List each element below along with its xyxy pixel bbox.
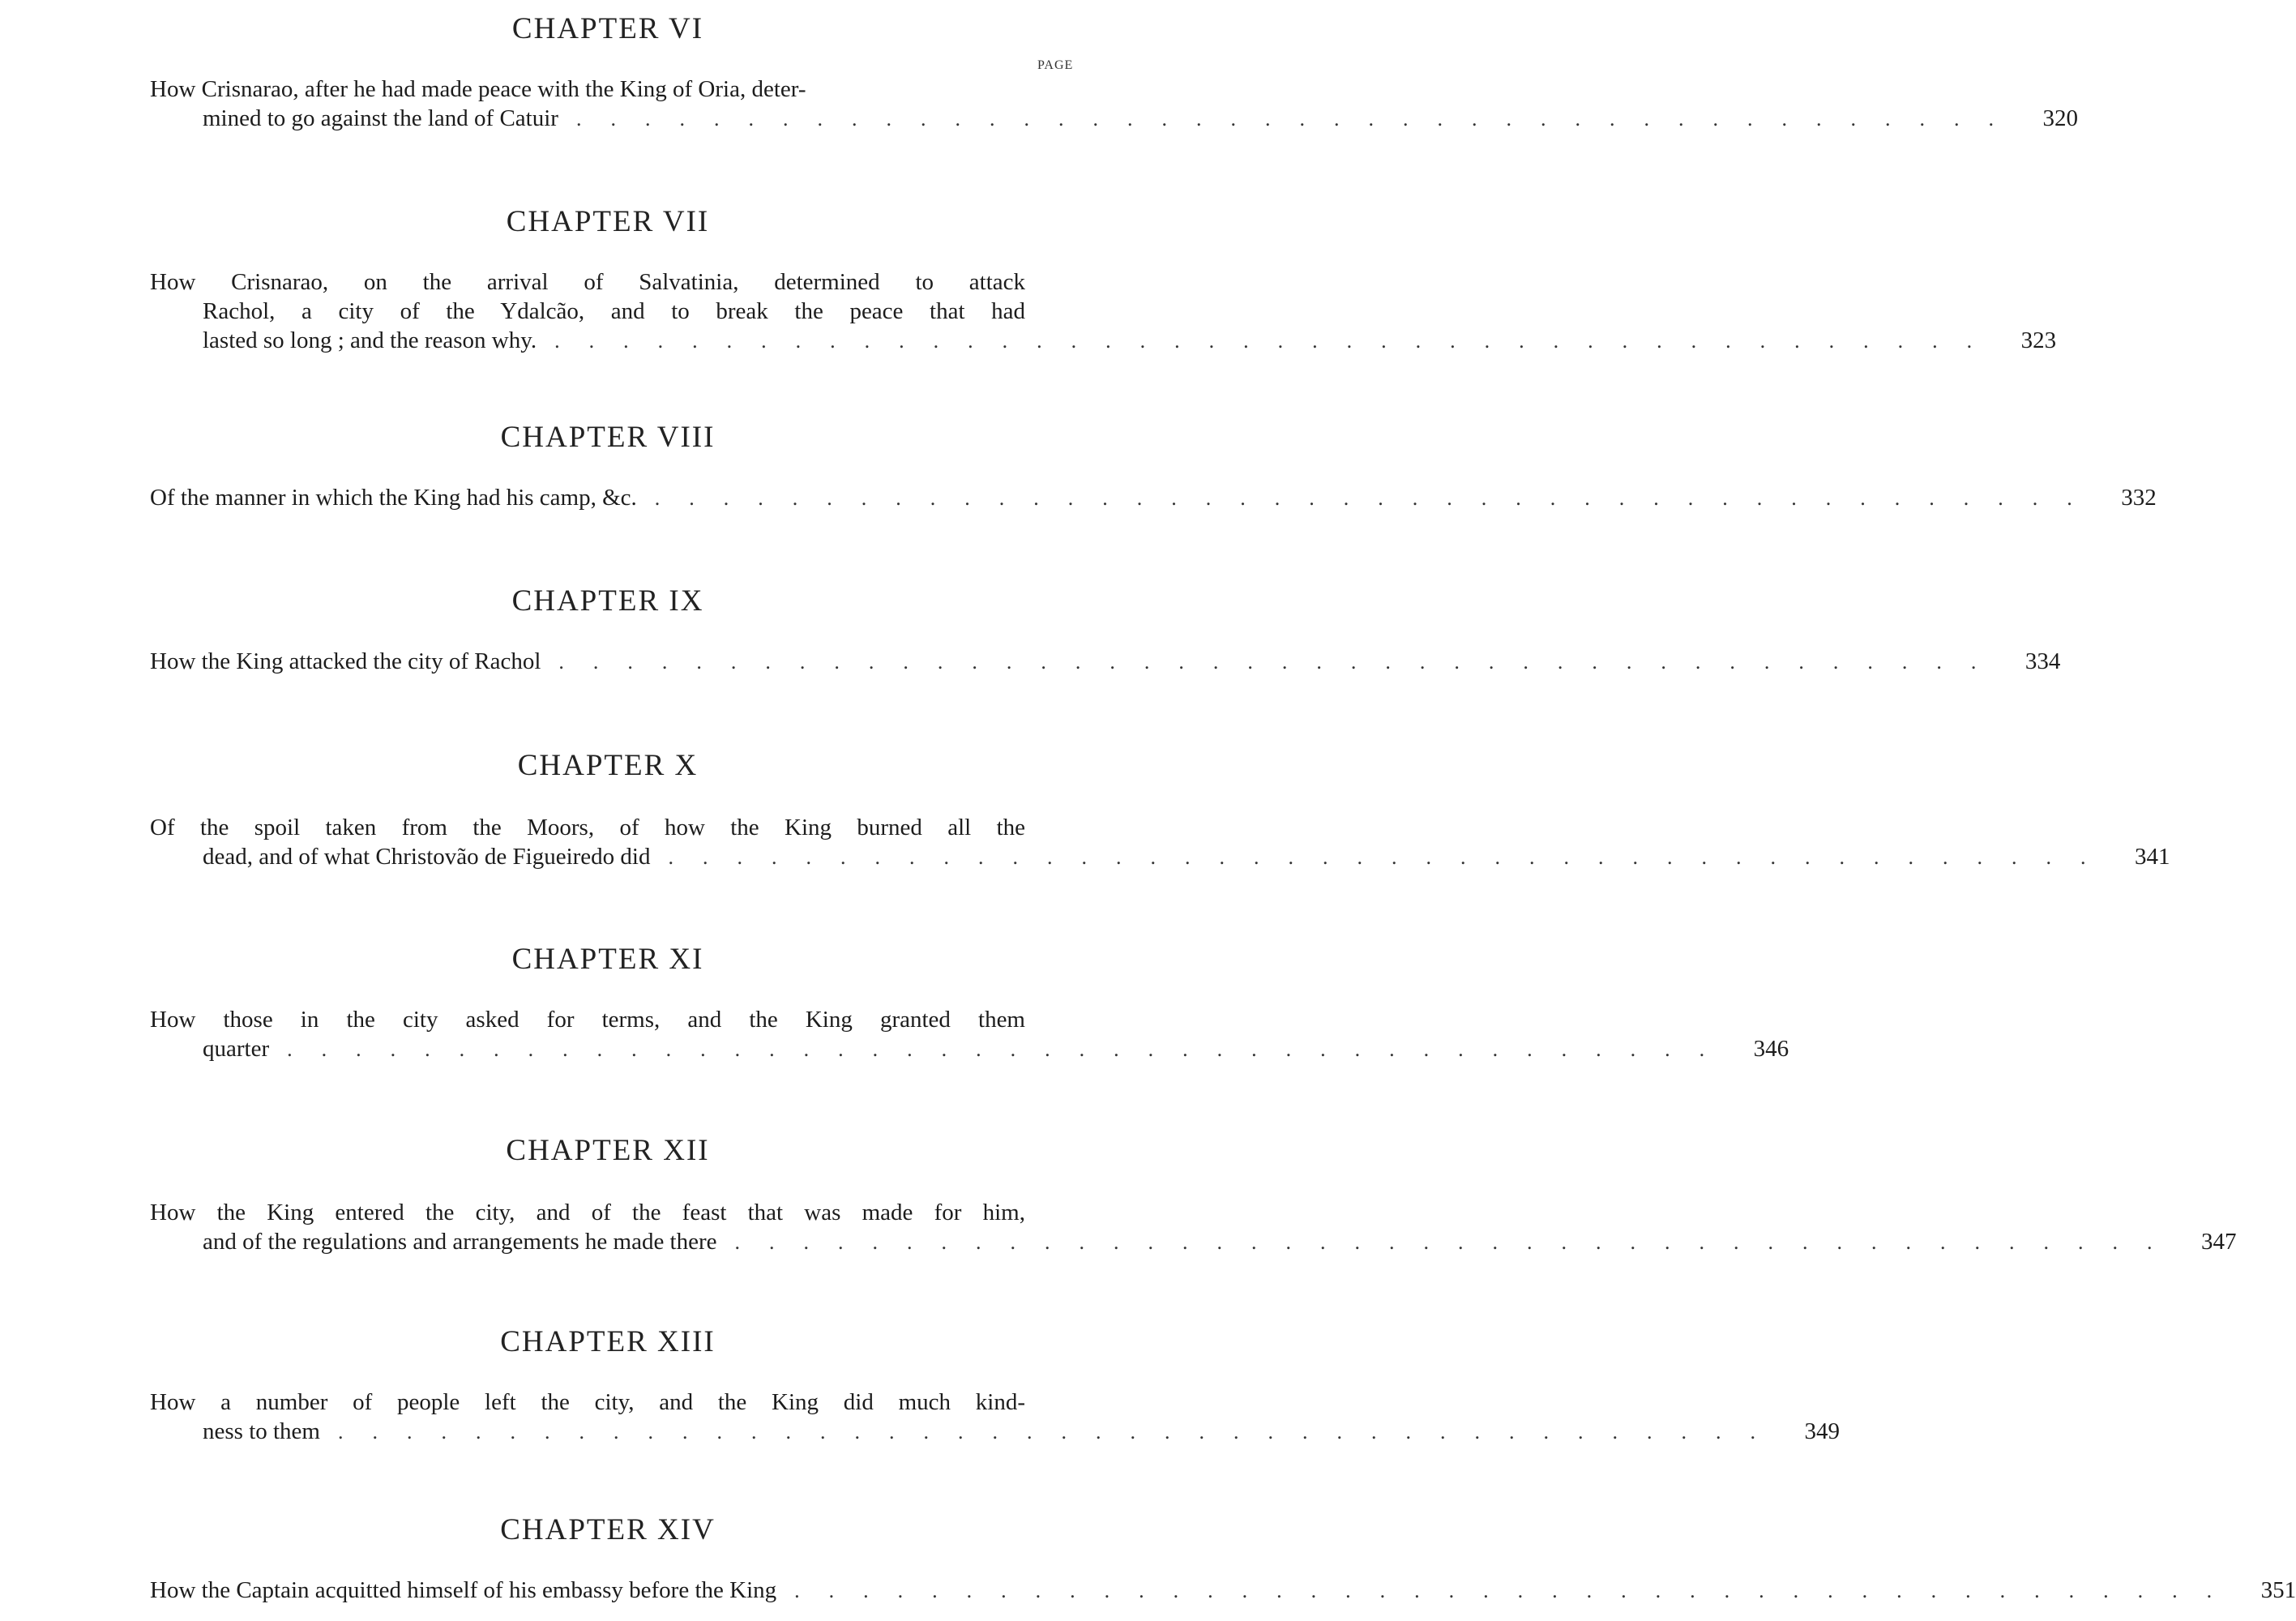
leader-dots: .......................................... <box>554 329 2002 353</box>
entry-last-line <box>150 1417 1840 1447</box>
entry-text: ness to them <box>203 1418 320 1444</box>
entry-line: How the King entered the city, and of the feast that was made for him, <box>150 1200 1025 1225</box>
toc-entry <box>150 647 2061 677</box>
toc-entry <box>150 1198 2237 1257</box>
chapter-heading: CHAPTER IX <box>511 584 704 618</box>
entry-last-line <box>150 1227 2237 1257</box>
leader-dots: .......................................... <box>338 1420 1785 1444</box>
leader-dots: .......................................... <box>558 650 2006 674</box>
entry-text: Of the manner in which the King had his camp, &c. <box>150 485 637 511</box>
leader-dots: .......................................... <box>794 1579 2242 1602</box>
entry-last-line <box>150 842 2170 872</box>
chapter-heading: CHAPTER VIII <box>500 421 716 454</box>
entry-last-line <box>150 104 2078 134</box>
chapter-heading: CHAPTER XI <box>511 943 704 976</box>
chapter-heading: CHAPTER XIV <box>500 1513 716 1546</box>
entry-line: How those in the city asked for terms, and the King granted them <box>150 1007 1025 1033</box>
entry-last-line <box>150 326 2057 356</box>
toc-entry <box>150 267 2057 356</box>
entry-text: lasted so long ; and the reason why. <box>203 327 537 353</box>
leader-dots: .......................................... <box>287 1037 1734 1061</box>
entry-text: How the Captain acquitted himself of his embassy before the King <box>150 1577 777 1603</box>
toc-entry <box>150 1576 2296 1606</box>
entry-line: How Crisnarao, on the arrival of Salvatinia, determined to attack <box>150 269 1025 295</box>
page-number: 351 <box>2260 1577 2296 1603</box>
entry-line: Rachol, a city of the Ydalcão, and to break the peace that had <box>203 298 1025 324</box>
entry-last-line <box>150 483 2157 513</box>
toc-entry <box>150 1388 1840 1447</box>
entry-text: and of the regulations and arrangements he made there <box>203 1229 717 1255</box>
entry-last-line <box>150 1034 1789 1064</box>
leader-dots: .......................................... <box>654 486 2101 510</box>
page-number: 349 <box>1804 1418 1840 1444</box>
toc-entry <box>150 483 2157 513</box>
page-number: 334 <box>2024 648 2061 674</box>
page-number: 341 <box>2135 844 2170 870</box>
entry-line: How Crisnarao, after he had made peace with the King of Oria, deter- <box>150 76 806 102</box>
entry-line: How a number of people left the city, and the King did much kind- <box>150 1389 1025 1415</box>
chapter-heading: CHAPTER XII <box>506 1134 710 1167</box>
chapter-heading: CHAPTER X <box>517 749 699 782</box>
chapter-heading: CHAPTER VI <box>511 12 704 45</box>
page-number: 346 <box>1753 1036 1789 1062</box>
entry-text: How the King attacked the city of Rachol <box>150 648 541 674</box>
toc-entry <box>150 75 2078 134</box>
toc-entry <box>150 813 2170 872</box>
toc-entry <box>150 1005 1789 1064</box>
entry-text: mined to go against the land of Catuir <box>203 105 558 131</box>
page-number: 320 <box>2042 105 2078 131</box>
page-number: 332 <box>2121 485 2157 511</box>
entry-line: Of the spoil taken from the Moors, of how the King burned all the <box>150 815 1025 840</box>
entry-text: quarter <box>203 1036 270 1062</box>
chapter-heading: CHAPTER XIII <box>500 1325 716 1358</box>
leader-dots: .......................................... <box>575 107 2023 130</box>
page-column-label: PAGE <box>1037 58 1074 72</box>
page-number: 347 <box>2201 1229 2237 1255</box>
chapter-heading: CHAPTER VII <box>506 205 710 238</box>
page-number: 323 <box>2020 327 2057 353</box>
leader-dots: .......................................... <box>734 1230 2182 1254</box>
entry-last-line <box>150 647 2061 677</box>
entry-text: dead, and of what Christovão de Figueiredo did <box>203 844 651 870</box>
leader-dots: .......................................... <box>668 845 2115 869</box>
entry-last-line <box>150 1576 2296 1606</box>
